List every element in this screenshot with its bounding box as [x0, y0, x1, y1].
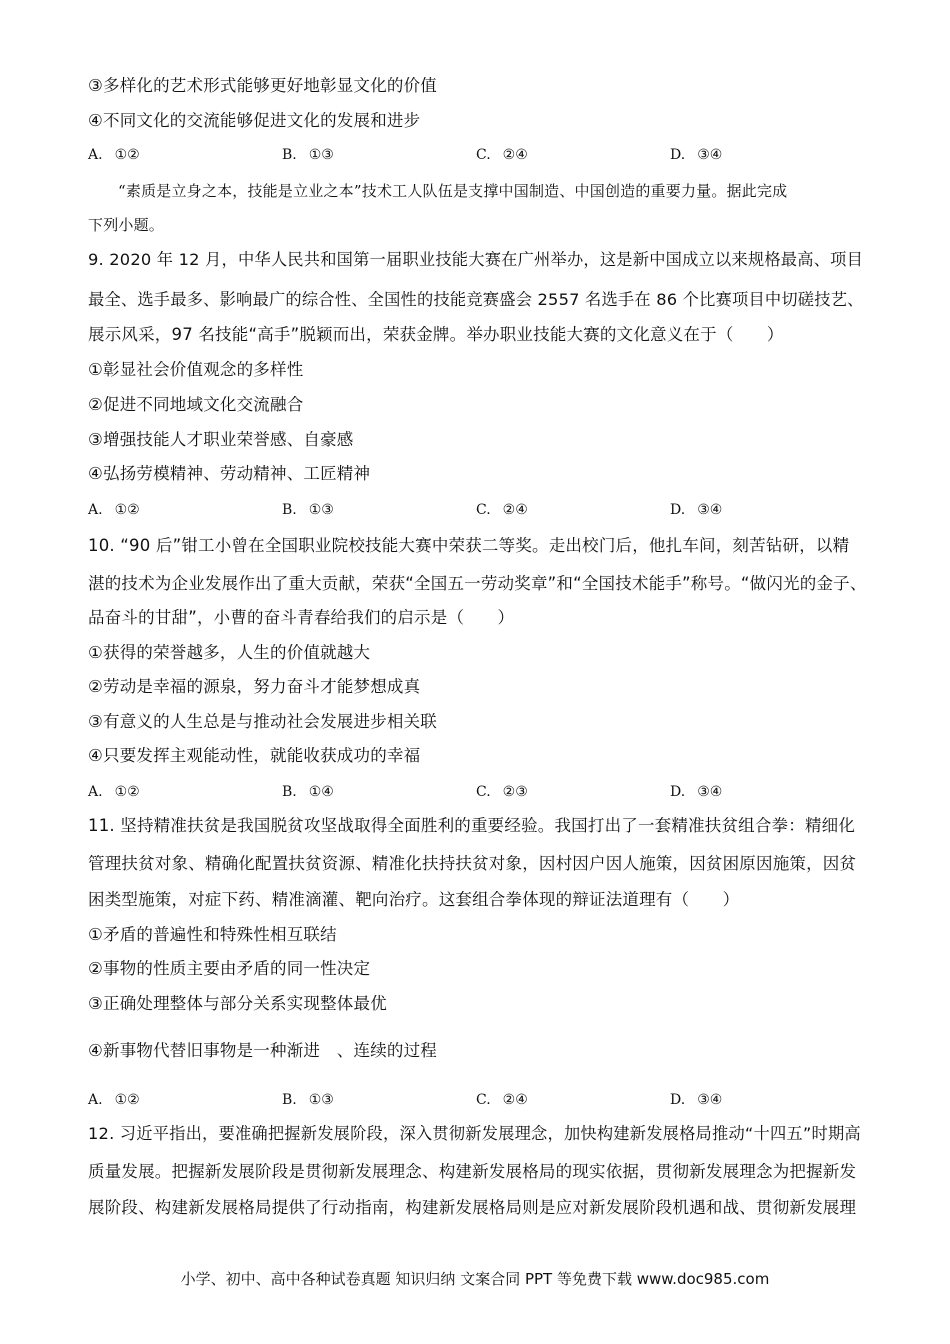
q8-option-a[interactable]: A. ①②: [88, 147, 140, 163]
q10-stem-line-3: 品奋斗的甘甜”，小曹的奋斗青春给我们的启示是（ ）: [88, 608, 515, 627]
q11-stem-line-3: 困类型施策，对症下药、精准滴灌、靶向治疗。这套组合拳体现的辩证法道理有（ ）: [88, 890, 740, 909]
q10-stem-line-1: 10. “90 后”钳工小曾在全国职业院校技能大赛中荣获二等奖。走出校门后，他扎车间，刻苦钻研，以精: [88, 536, 850, 555]
q9-option-a[interactable]: A. ①②: [88, 502, 140, 518]
q11-statement-1: ①矛盾的普遍性和特殊性相互联结: [88, 925, 337, 944]
q9-options: [88, 499, 868, 521]
q11-stem-line-1: 11. 坚持精准扶贫是我国脱贫攻坚战取得全面胜利的重要经验。我国打出了一套精准扶贫组合拳：精细化: [88, 816, 856, 835]
q10-option-a[interactable]: A. ①②: [88, 784, 140, 800]
intro-line-1: “素质是立身之本，技能是立业之本”技术工人队伍是支撑中国制造、中国创造的重要力量。据此完成: [118, 182, 788, 200]
q10-option-b[interactable]: B. ①④: [282, 784, 334, 800]
q9-stem-line-1: 9. 2020 年 12 月，中华人民共和国第一届职业技能大赛在广州举办，这是新中国成立以来规格最高、项目: [88, 250, 864, 269]
q11-statement-2: ②事物的性质主要由矛盾的同一性决定: [88, 959, 371, 978]
q10-statement-1: ①获得的荣誉越多，人生的价值就越大: [88, 643, 371, 662]
q12-stem-line-2: 质量发展。把握新发展阶段是贯彻新发展理念、构建新发展格局的现实依据，贯彻新发展理念为把握新发: [88, 1162, 857, 1181]
q10-option-c[interactable]: C. ②③: [476, 784, 528, 800]
page-footer: 小学、初中、高中各种试卷真题 知识归纳 文案合同 PPT 等免费下载 www.doc985.com: [180, 1270, 770, 1288]
q10-stem-line-2: 湛的技术为企业发展作出了重大贡献，荣获“全国五一劳动奖章”和“全国技术能手”称号。“做闪光的金子、: [88, 574, 867, 593]
q10-option-d[interactable]: D. ③④: [670, 784, 723, 800]
q10-statement-4: ④只要发挥主观能动性，就能收获成功的幸福: [88, 746, 421, 765]
q11-options: [88, 1089, 868, 1111]
q9-stem-line-2: 最全、选手最多、影响最广的综合性、全国性的技能竞赛盛会 2557 名选手在 86 个比赛项目中切磋技艺、: [88, 290, 864, 309]
q11-option-d[interactable]: D. ③④: [670, 1092, 723, 1108]
intro-line-2: 下列小题。: [88, 216, 165, 234]
q9-statement-2: ②促进不同地域文化交流融合: [88, 395, 304, 414]
q11-option-b[interactable]: B. ①③: [282, 1092, 334, 1108]
q10-statement-2: ②劳动是幸福的源泉，努力奋斗才能梦想成真: [88, 677, 421, 696]
q10-options: [88, 781, 868, 803]
q8-option-d[interactable]: D. ③④: [670, 147, 723, 163]
q8-option-c[interactable]: C. ②④: [476, 147, 528, 163]
q11-option-a[interactable]: A. ①②: [88, 1092, 140, 1108]
q8-option-b[interactable]: B. ①③: [282, 147, 334, 163]
q10-statement-3: ③有意义的人生总是与推动社会发展进步相关联: [88, 712, 437, 731]
q11-statement-4: ④新事物代替旧事物是一种渐进 、连续的过程: [88, 1041, 437, 1060]
q8-statement-4: ④不同文化的交流能够促进文化的发展和进步: [88, 111, 421, 130]
q9-statement-3: ③增强技能人才职业荣誉感、自豪感: [88, 430, 354, 449]
q9-option-b[interactable]: B. ①③: [282, 502, 334, 518]
q9-stem-line-3: 展示风采，97 名技能“高手”脱颖而出，荣获金牌。举办职业技能大赛的文化意义在于（ ）: [88, 325, 784, 344]
q12-stem-line-3: 展阶段、构建新发展格局提供了行动指南，构建新发展格局则是应对新发展阶段机遇和战、贯彻新发展理: [88, 1198, 857, 1217]
q11-statement-3: ③正确处理整体与部分关系实现整体最优: [88, 994, 387, 1013]
q8-statement-3: ③多样化的艺术形式能够更好地彰显文化的价值: [88, 76, 437, 95]
q9-option-d[interactable]: D. ③④: [670, 502, 723, 518]
q9-option-c[interactable]: C. ②④: [476, 502, 528, 518]
q12-stem-line-1: 12. 习近平指出，要准确把握新发展阶段，深入贯彻新发展理念，加快构建新发展格局推动“十四五”时期高: [88, 1124, 861, 1143]
q9-statement-4: ④弘扬劳模精神、劳动精神、工匠精神: [88, 464, 371, 483]
q11-stem-line-2: 管理扶贫对象、精确化配置扶贫资源、精准化扶持扶贫对象，因村因户因人施策，因贫困原因施策，因贫: [88, 854, 857, 873]
q8-options: [88, 144, 868, 166]
q9-statement-1: ①彰显社会价值观念的多样性: [88, 360, 304, 379]
q11-option-c[interactable]: C. ②④: [476, 1092, 528, 1108]
